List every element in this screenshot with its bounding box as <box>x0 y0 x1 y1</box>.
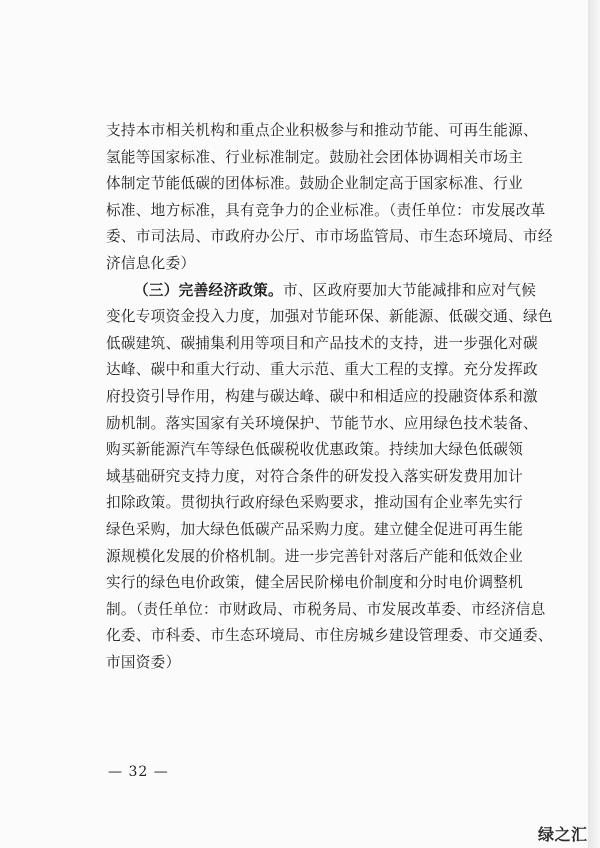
watermark: 绿之汇 <box>538 825 588 844</box>
text-line: 济信息化委） <box>106 254 196 272</box>
text-line: 支持本市相关机构和重点企业积极参与和推动节能、可再生能源、 <box>106 122 538 139</box>
text-line: 励机制。落实国家有关环境保护、节能节水、应用绿色技术装备、 <box>106 414 538 432</box>
page-number: — 32 — <box>108 764 169 780</box>
text-line: 源规模化发展的价格机制。进一步完善针对落后产能和低效企业 <box>106 547 524 565</box>
text-line: 化委、市科委、市生态环境局、市住房城乡建设管理委、市交通委、 <box>106 627 553 645</box>
text-line: 体制定节能低碳的团体标准。鼓励企业制定高于国家标准、行业 <box>106 175 524 193</box>
text-line: 氢能等国家标准、行业标准制定。鼓励社会团体协调相关市场主 <box>106 148 524 166</box>
text-line: 委、市司法局、市政府办公厅、市市场监管局、市生态环境局、市经 <box>106 228 553 246</box>
text-line: 购买新能源汽车等绿色低碳税收优惠政策。持续加大绿色低碳领 <box>106 441 524 459</box>
text-line: 市国资委） <box>106 653 181 671</box>
text-line: 低碳建筑、碳捕集利用等项目和产品技术的支持，进一步强化对碳 <box>106 334 538 352</box>
section-heading-line <box>106 278 544 305</box>
text-line: 绿色采购，加大绿色低碳产品采购力度。建立健全促进可再生能 <box>106 520 524 538</box>
body-text <box>106 118 553 676</box>
text-line: 市、区政府要加大节能减排和应对气候 <box>282 281 537 299</box>
text-line: 标准、地方标准，具有竞争力的企业标准。（责任单位：市发展改革 <box>106 201 546 219</box>
text-line: 府投资引导作用，构建与碳达峰、碳中和相适应的投融资体系和激 <box>106 387 538 405</box>
text-line: 实行的绿色电价政策，健全居民阶梯电价制度和分时电价调整机 <box>106 574 524 592</box>
text-line: 扣除政策。贯彻执行政府绿色采购要求，推动国有企业率先实行 <box>106 494 524 512</box>
text-line: 域基础研究支持力度，对符合条件的研发投入落实研发费用加计 <box>106 467 524 485</box>
text-line: 变化专项资金投入力度，加强对节能环保、新能源、低碳交通、绿色 <box>106 308 553 326</box>
text-line: 制。（责任单位：市财政局、市税务局、市发展改革委、市经济信息 <box>106 600 546 618</box>
section-heading: （三）完善经济政策。 <box>134 281 283 299</box>
text-line: 达峰、碳中和重大行动、重大示范、重大工程的支撑。充分发挥政 <box>106 361 538 379</box>
page-edge <box>588 0 600 848</box>
